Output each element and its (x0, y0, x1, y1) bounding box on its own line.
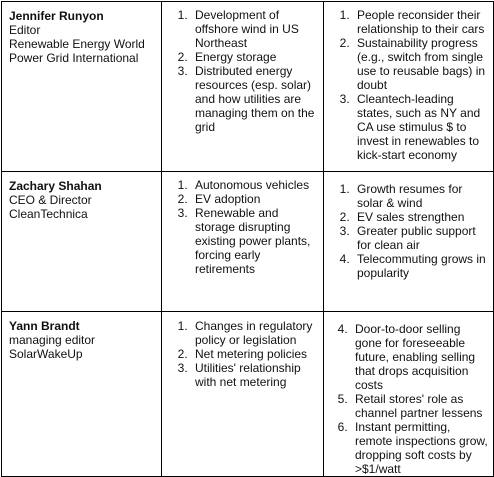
predictions-table (1, 1, 494, 477)
person-publication: Power Grid International (9, 51, 139, 65)
table-row (2, 172, 494, 312)
list-item: 2. EV sales strengthen (353, 210, 488, 224)
list-item: 3. Utilities' relationship with net metering (191, 361, 318, 389)
list-item: 2. Energy storage (191, 50, 318, 64)
person-name: Yann Brandt (9, 319, 80, 333)
changes-list (331, 8, 488, 162)
person-cell (2, 172, 162, 312)
list-item: 1. Development of offshore wind in US Northeast (191, 8, 318, 50)
person-title: CEO & Director (9, 193, 92, 207)
person-name: Zachary Shahan (9, 179, 102, 193)
list-item: 2. Net metering policies (191, 347, 318, 361)
person-name: Jennifer Runyon (9, 9, 104, 23)
changes-cell (324, 2, 494, 172)
changes-list (331, 182, 488, 280)
list-item: 4. Door-to-door selling gone for foreseeable future, enabling selling that drops acquisition costs (351, 322, 488, 392)
list-item: 3. Cleantech-leading states, such as NY and CA use stimulus $ to invest in renewables to kick-start economy (353, 92, 488, 162)
trends-list (169, 178, 318, 276)
changes-cell (324, 312, 494, 477)
trends-cell (162, 172, 324, 312)
trends-list (169, 319, 318, 389)
list-item: 6. Instant permitting, remote inspections grow, dropping soft costs by >$1/watt (351, 420, 488, 476)
list-item: 2. EV adoption (191, 192, 318, 206)
list-item: 2. Sustainability progress (e.g., switch from single use to reusable bags) in doubt (353, 36, 488, 92)
trends-cell (162, 312, 324, 477)
person-publication: CleanTechnica (9, 207, 88, 221)
list-item: 1. Autonomous vehicles (191, 178, 318, 192)
person-publication: Renewable Energy World (9, 37, 145, 51)
list-item: 4. Telecommuting grows in popularity (353, 252, 488, 280)
person-cell (2, 2, 162, 172)
list-item: 3. Distributed energy resources (esp. solar) and how utilities are managing them on the grid (191, 64, 318, 134)
changes-list (331, 322, 488, 476)
table-row (2, 2, 494, 172)
table-row (2, 312, 494, 477)
trends-list (169, 8, 318, 134)
list-item: 3. Renewable and storage disrupting existing power plants, forcing early retirements (191, 206, 318, 276)
person-cell (2, 312, 162, 477)
list-item: 3. Greater public support for clean air (353, 224, 488, 252)
person-title: Editor (9, 23, 41, 37)
list-item: 1. Changes in regulatory policy or legislation (191, 319, 318, 347)
person-publication: SolarWakeUp (9, 347, 83, 361)
list-item: 1. People reconsider their relationship to their cars (353, 8, 488, 36)
list-item: 5. Retail stores' role as channel partner lessens (351, 392, 488, 420)
person-title: managing editor (9, 333, 96, 347)
list-item: 1. Growth resumes for solar & wind (353, 182, 488, 210)
trends-cell (162, 2, 324, 172)
changes-cell (324, 172, 494, 312)
